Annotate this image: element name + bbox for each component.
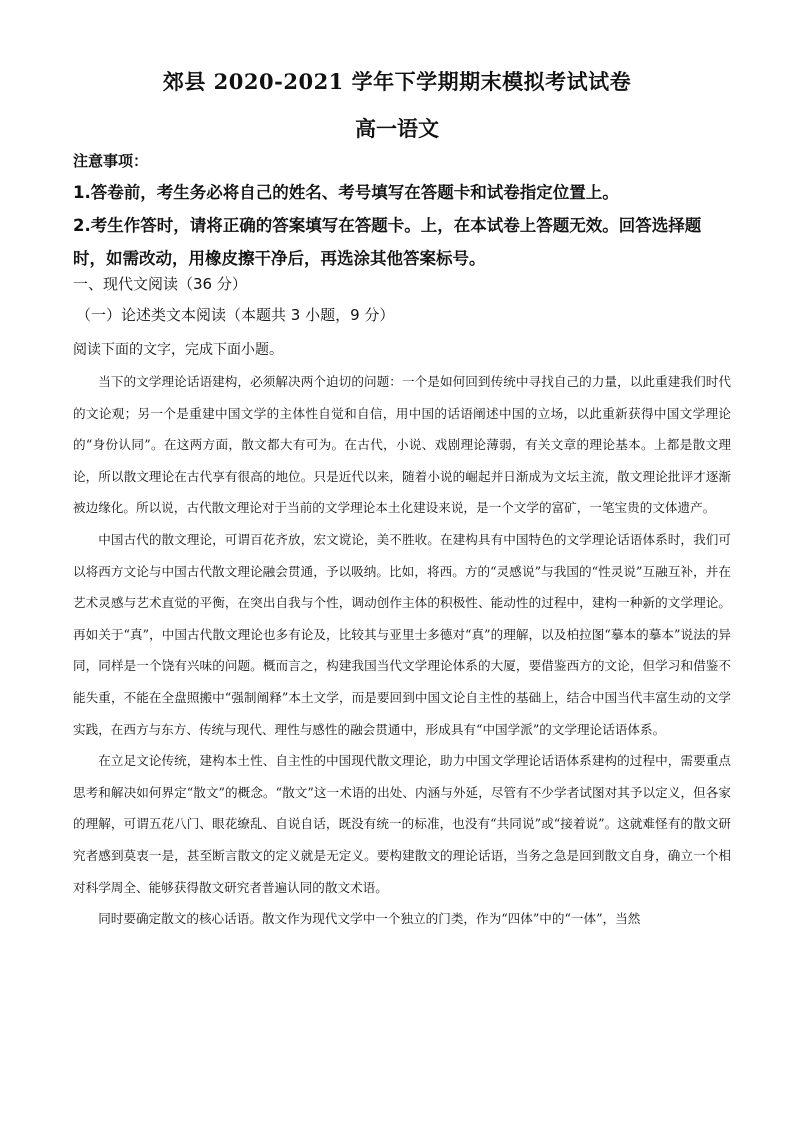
notice-item-2: 2.考生作答时，请将正确的答案填写在答题卡。上，在本试卷上答题无效。回答选择题时，如需改动，用橡皮擦干净后，再选涂其他答案标号。 [73, 216, 702, 268]
exam-subtitle: 高一语文 [355, 116, 439, 141]
subsection-heading: （一）论述类文本阅读（本题共 3 小题，9 分） [76, 306, 395, 324]
passage-paragraph-1: 当下的文学理论话语建构，必须解决两个迫切的问题：一个是如何回到传统中寻找自己的力量，以此重建我们时代的文论观；另一个是重建中国文学的主体性自觉和自信，用中国的话语阐述中国的立场，以此重新获得中国文学理论的“身份认同”。在这两方面，散文都大有可为。在古代，小说、戏剧理论薄弱，有关文章的理论基本。上都是散文理论，所以散文理论在古代享有很高的地位。只是近代以来，随着小说的崛起并日渐成为文坛主流，散文理论批评才逐渐被边缘化。所以说，古代散文理论对于当前的文学理论本土化建设来说，是一个文学的富矿，一笔宝贵的文体遗产。 [73, 374, 731, 516]
notice-item-1: 1.答卷前，考生务必将自己的姓名、考号填写在答题卡和试卷指定位置上。 [73, 183, 619, 202]
passage-paragraph-4: 同时要确定散文的核心话语。散文作为现代文学中一个独立的门类，作为“四体”中的“一体”，当然 [98, 911, 641, 927]
reading-passage [73, 366, 731, 935]
exam-title: 郊县 2020-2021 学年下学期期末模拟考试试卷 [162, 69, 632, 94]
passage-paragraph-3: 在立足文论传统，建构本土性、自主性的中国现代散文理论，助力中国文学理论话语体系建构的过程中，需要重点思考和解决如何界定“散文”的概念。“散文”这一术语的出处、内涵与外延，尽管有不少学者试图对其予以定义，但各家的理解，可谓五花八门、眼花缭乱、自说自话，既没有统一的标准，也没有“共同说”或“接着说”。这就难怪有的散文研究者感到莫衷一是，甚至断言散文的定义就是无定义。要构建散文的理论话语，当务之急是回到散文自身，确立一个相对科学周全、能够获得散文研究者普遍认同的散文术语。 [73, 753, 731, 895]
reading-instruction: 阅读下面的文字，完成下面小题。 [73, 342, 283, 358]
notice-heading: 注意事项： [73, 152, 149, 170]
section-heading: 一、现代文阅读（36 分） [73, 275, 247, 293]
passage-paragraph-2: 中国古代的散文理论，可谓百花齐放，宏文谠论，美不胜收。在建构具有中国特色的文学理论话语体系时，我们可以将西方文论与中国古代散文理论融会贯通，予以吸纳。比如，将西。方的“灵感说”与我国的“性灵说”互融互补，并在艺术灵感与艺术直觉的平衡，在突出自我与个性，调动创作主体的积极性、能动性的过程中，建构一种新的文学理论。再如关于“真”，中国古代散文理论也多有论及，比较其与亚里士多德对“真”的理解，以及柏拉图“摹本的摹本”说法的异同，同样是一个饶有兴味的问题。概而言之，构建我国当代文学理论体系的大厦，要借鉴西方的文论，但学习和借鉴不能失重，不能在全盘照搬中“强制阐释”本土文学，而是要回到中国文论自主性的基础上，结合中国当代丰富生动的文学实践，在西方与东方、传统与现代、理性与感性的融会贯通中，形成具有“中国学派”的文学理论话语体系。 [73, 531, 731, 737]
